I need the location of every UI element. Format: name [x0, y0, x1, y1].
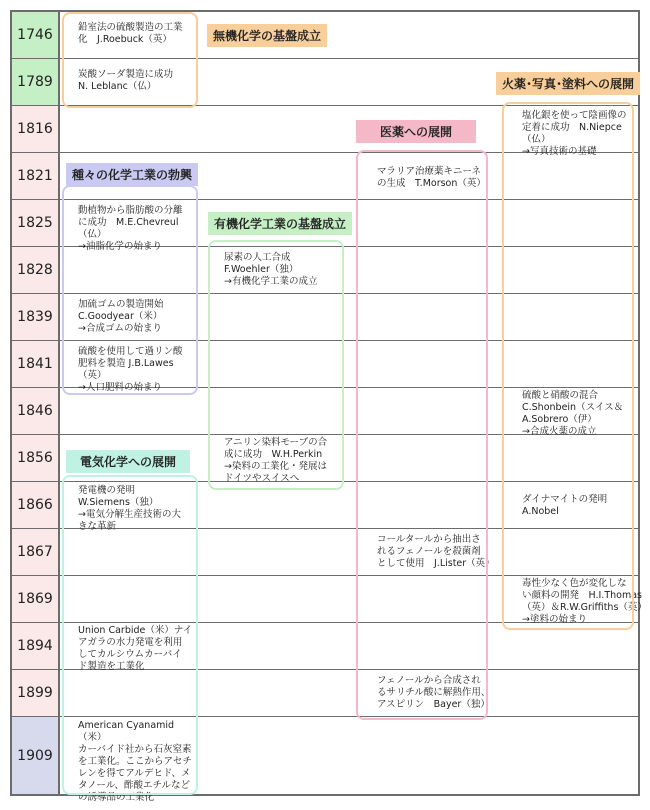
- year-cell: 1839: [12, 294, 60, 340]
- event-text: 硫酸と硝酸の混合 C.Shonbein（スイス＆ A.Sobrero（伊） →合成火薬の成立: [522, 390, 624, 437]
- event-text: 炭酸ソーダ製造に成功 N. Leblanc（仏）: [78, 69, 174, 92]
- year-cell: 1841: [12, 341, 60, 387]
- event-text: アニリン染料モーブの合 成に成功 W.H.Perkin →染料の工業化・発展は ドイツやスイスへ: [224, 437, 328, 484]
- year-cell: 1789: [12, 59, 60, 105]
- year-cell: 1866: [12, 482, 60, 528]
- event-text: 加硫ゴムの製造開始 C.Goodyear（米） →合成ゴムの始まり: [78, 299, 164, 334]
- event-text: 鉛室法の硫酸製造の工業 化 J.Roebuck（英）: [78, 22, 183, 45]
- year-cell: 1899: [12, 670, 60, 716]
- event-text: コールタールから抽出さ れるフェノールを殺菌剤 として使用 J.Lister（英）: [377, 534, 495, 569]
- label-organic: 有機化学工業の基盤成立: [208, 212, 352, 235]
- event-text: American Cyanamid（米） カーバイド社から石灰窒素 を工業化。ここからアセチ レンを得てアルデヒド、メ タノール、酢酸エチルなど の誘導品の工業化: [78, 720, 192, 803]
- event-text: 尿素の人工合成 F.Woehler（独） →有機化学工業の成立: [224, 252, 318, 287]
- event-text: 硫酸を使用して過リン酸 肥料を製造 J.B.Lawes（英） →人口肥料の始まり: [78, 346, 183, 393]
- label-industry: 種々の化学工業の勃興: [66, 163, 198, 186]
- label-inorganic: 無機化学の基盤成立: [207, 24, 327, 47]
- year-cell: 1828: [12, 247, 60, 293]
- event-text: Union Carbide（米）ナイ アガラの水力発電を利用 してカルシウムカーバイ ド製造を工業化: [78, 625, 193, 672]
- event-text: マラリア治療薬キニーネ の生成 T.Morson（英）: [377, 166, 486, 189]
- event-text: 塩化銀を使って陰画像の 定着に成功 N.Niepce（仏） →写真技術の基礎: [522, 110, 627, 157]
- frame-electro: [62, 475, 198, 795]
- year-cell: 1846: [12, 388, 60, 434]
- year-cell: 1825: [12, 200, 60, 246]
- event-text: ダイナマイトの発明 A.Nobel: [522, 494, 608, 517]
- frame-industry: [62, 185, 198, 395]
- year-cell: 1894: [12, 623, 60, 669]
- year-cell: 1856: [12, 435, 60, 481]
- year-cell: 1869: [12, 576, 60, 622]
- year-cell: 1746: [12, 12, 60, 58]
- frame-fire-photo-paint: [502, 102, 634, 630]
- frame-medicine: [356, 150, 488, 720]
- year-cell: 1821: [12, 153, 60, 199]
- event-text: 発電機の発明 W.Siemens（独） →電気分解生産技術の大 きな革新: [78, 485, 181, 532]
- label-electro: 電気化学への展開: [66, 450, 190, 473]
- frame-organic: [208, 240, 344, 490]
- event-text: 動植物から脂肪酸の分離 に成功 M.E.Chevreul（仏） →油脂化学の始まり: [78, 205, 183, 252]
- year-cell: 1909: [12, 717, 60, 794]
- frame-inorganic: [62, 12, 198, 108]
- label-fire-photo-paint: 火薬･写真･塗料への展開: [496, 72, 640, 95]
- event-text: 毒性少なく色が変化しな い顔料の開発 H.I.Thomas （英）＆R.W.Griffiths（英） →塗料の始まり: [522, 578, 647, 625]
- year-cell: 1816: [12, 106, 60, 152]
- label-medicine: 医薬への展開: [356, 120, 476, 143]
- year-cell: 1867: [12, 529, 60, 575]
- event-text: フェノールから合成され るサリチル酸に解熱作用、 アスピリン Bayer（独）: [377, 675, 491, 710]
